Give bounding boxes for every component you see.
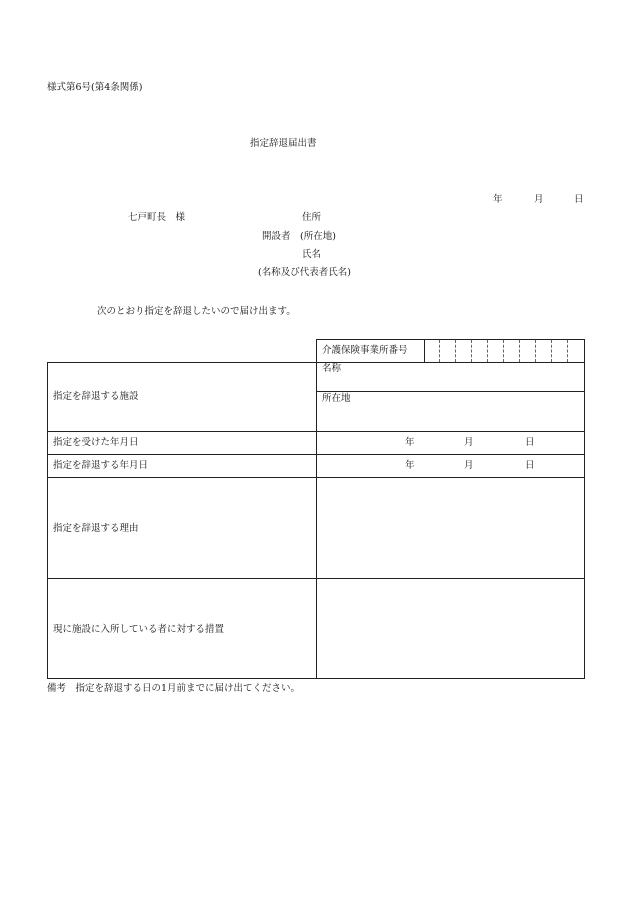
withdrawal-date-label: 指定を辞退する年月日 <box>53 460 149 471</box>
office-number-input[interactable] <box>425 340 584 362</box>
date-day-label: 日 <box>574 194 584 205</box>
applicant-founder-label: 開設者 (所在地) <box>262 231 336 242</box>
facility-name-label: 名称 <box>322 363 342 374</box>
facility-name-input[interactable] <box>317 375 584 391</box>
applicant-name-label: 氏名 <box>302 249 322 260</box>
applicant-representative-label: (名称及び代表者氏名) <box>258 267 351 278</box>
remark: 備考 指定を辞退する日の1月前までに届け出てください。 <box>47 683 301 694</box>
form-number: 様式第6号(第4条関係) <box>47 82 143 93</box>
withdrawal-date-input[interactable] <box>317 455 584 477</box>
date-month-label: 月 <box>534 194 544 205</box>
table-border <box>584 339 585 679</box>
designation-day-label: 日 <box>525 437 535 448</box>
designation-date-input[interactable] <box>317 432 584 454</box>
facility-location-label: 所在地 <box>322 393 351 404</box>
table-border <box>47 678 585 679</box>
table-border <box>316 391 585 392</box>
designation-year-label: 年 <box>405 437 415 448</box>
applicant-address-label: 住所 <box>302 212 322 223</box>
reason-label: 指定を辞退する理由 <box>53 523 139 534</box>
facility-label: 指定を辞退する施設 <box>53 391 139 402</box>
facility-location-input[interactable] <box>317 406 584 431</box>
withdrawal-day-label: 日 <box>525 460 535 471</box>
date-year-label: 年 <box>493 194 503 205</box>
document-title: 指定辞退届出書 <box>250 138 317 149</box>
addressee: 七戸町長 様 <box>128 212 186 223</box>
withdrawal-month-label: 月 <box>464 460 474 471</box>
reason-input[interactable] <box>317 478 584 578</box>
measures-input[interactable] <box>317 579 584 678</box>
statement: 次のとおり指定を辞退したいので届け出ます。 <box>97 306 296 317</box>
table-border <box>47 362 585 363</box>
withdrawal-year-label: 年 <box>405 460 415 471</box>
designation-month-label: 月 <box>464 437 474 448</box>
office-number-label: 介護保険事業所番号 <box>322 345 408 356</box>
designation-date-label: 指定を受けた年月日 <box>53 437 139 448</box>
measures-label: 現に施設に入所している者に対する措置 <box>53 624 225 635</box>
table-border <box>47 362 48 679</box>
